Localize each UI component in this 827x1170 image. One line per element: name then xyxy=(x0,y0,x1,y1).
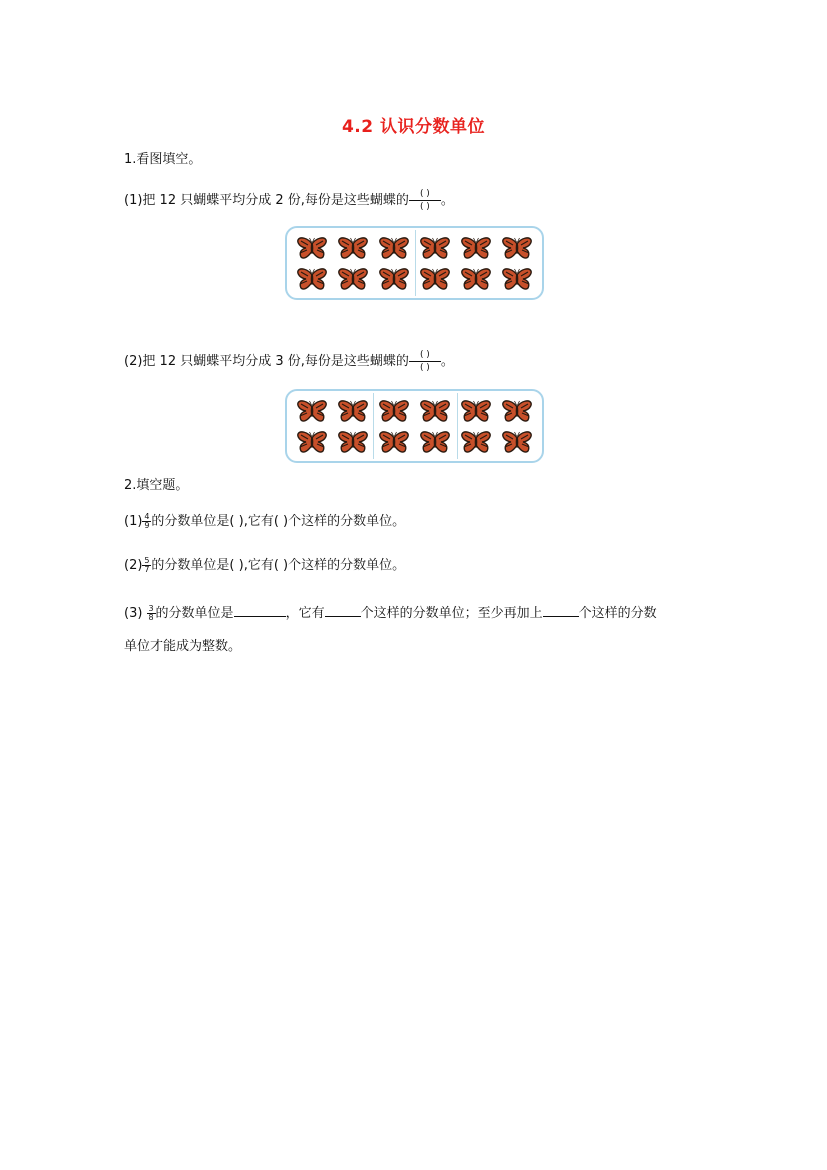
butterfly-icon xyxy=(497,263,538,294)
question-1-part-1-text: (1)把 12 只蝴蝶平均分成 2 份,每份是这些蝴蝶的 xyxy=(124,193,409,208)
butterfly-icon xyxy=(373,232,414,263)
butterfly-icon xyxy=(415,263,456,294)
question-1-part-2: (2)把 12 只蝴蝶平均分成 3 份,每份是这些蝴蝶的 $\frac{( )}{( )}$ 。 xyxy=(124,350,454,373)
butterfly-icon xyxy=(497,426,538,457)
question-2-item-3-continued: 单位才能成为整数。 xyxy=(124,639,242,654)
butterfly-icon xyxy=(291,426,332,457)
group-divider xyxy=(373,393,374,459)
butterfly-icon xyxy=(415,395,456,426)
butterfly-icon xyxy=(332,263,373,294)
butterfly-icon xyxy=(291,263,332,294)
group-divider xyxy=(415,230,416,296)
question-1-heading: 1.看图填空。 xyxy=(124,152,202,167)
answer-blank-2[interactable] xyxy=(325,602,361,617)
butterfly-icon xyxy=(332,232,373,263)
butterfly-box-2-groups xyxy=(285,226,544,300)
butterfly-icon xyxy=(373,395,414,426)
butterfly-icon xyxy=(373,263,414,294)
fraction: $\frac{4}{9}$ xyxy=(144,512,150,530)
butterfly-icon xyxy=(456,395,497,426)
question-2-item-3: (3) $\frac{3}{8}$ 的分数单位是 ，它有 个这样的分数单位；至少再加上 个这样的分数 xyxy=(124,604,657,622)
butterfly-icon xyxy=(497,395,538,426)
fraction-blank[interactable]: $\frac{( )}{( )}$ xyxy=(409,350,441,373)
page-title: 4.2 认识分数单位 xyxy=(341,117,486,137)
answer-blank-1[interactable] xyxy=(234,602,286,617)
answer-blank-3[interactable] xyxy=(543,602,579,617)
question-2-item-1: (1) $\frac{4}{9}$ 的分数单位是( ),它有( )个这样的分数单位。 xyxy=(124,512,406,530)
butterfly-icon xyxy=(332,395,373,426)
butterfly-icon xyxy=(291,395,332,426)
fraction-blank[interactable]: $\frac{( )}{( )}$ xyxy=(409,189,441,212)
butterfly-icon xyxy=(415,232,456,263)
fraction: $\frac{3}{8}$ xyxy=(148,604,154,622)
fraction: $\frac{5}{7}$ xyxy=(144,556,150,574)
butterfly-icon xyxy=(456,232,497,263)
question-2-heading: 2.填空题。 xyxy=(124,478,189,493)
butterfly-icon xyxy=(332,426,373,457)
group-divider xyxy=(457,393,458,459)
question-2-item-2: (2) $\frac{5}{7}$ 的分数单位是( ),它有( )个这样的分数单位。 xyxy=(124,556,406,574)
butterfly-icon xyxy=(415,426,456,457)
butterfly-icon xyxy=(373,426,414,457)
butterfly-icon xyxy=(456,263,497,294)
butterfly-icon xyxy=(291,232,332,263)
butterfly-icon xyxy=(497,232,538,263)
question-1-part-2-text: (2)把 12 只蝴蝶平均分成 3 份,每份是这些蝴蝶的 xyxy=(124,354,409,369)
butterfly-icon xyxy=(456,426,497,457)
butterfly-box-3-groups xyxy=(285,389,544,463)
question-1-part-1: (1)把 12 只蝴蝶平均分成 2 份,每份是这些蝴蝶的 $\frac{( )}{( )}$ 。 xyxy=(124,189,454,212)
